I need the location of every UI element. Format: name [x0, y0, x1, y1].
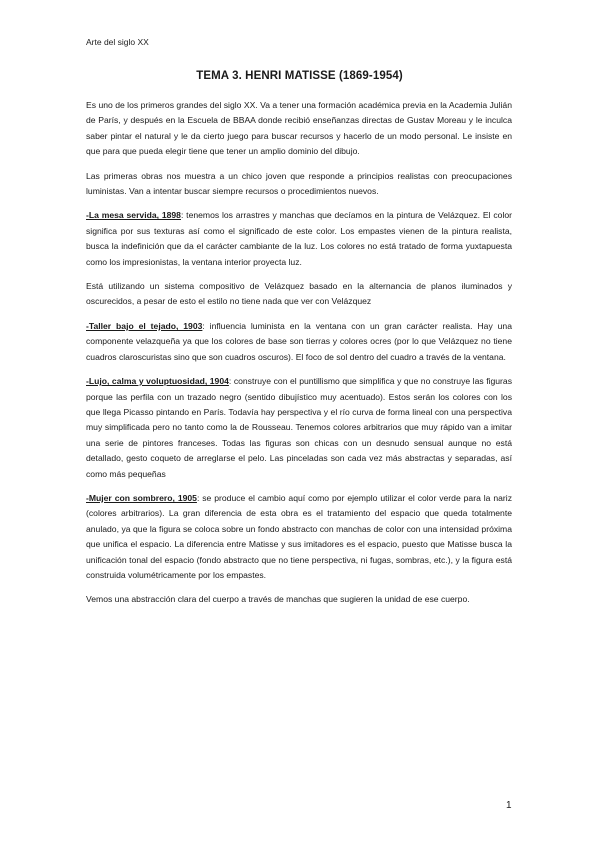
paragraph-mujer-con-sombrero: -Mujer con sombrero, 1905: se produce el cambio aquí como por ejemplo utilizar el color verde para la nariz (colores arbitrarios). La gran diferencia de esta obra es el tratamiento del espacio que queda totalmente anulado, ya que la figura se coloca sobre un fondo abstracto con manchas de color con una intensidad próxima que unifica el espacio. La diferencia entre Matisse y sus imitadores es el espacio, puesto que Matisse busca la unificación tonal del espacio (fondo abstracto que no tiene perspectiva, ni fugas, sombras, etc.), y la figura está construida volumétricamente por los empastes. — [86, 492, 512, 580]
paragraph-taller-bajo-el-tejado: -Taller bajo el tejado, 1903: influencia luminista en la ventana con un gran carácter realista. Hay una componente velazqueña ya que los colores de base son tierras y colores ocres (por lo que Velázquez no tiene cuadros claroscuristas sino que son cuadros oscuros). El foco de sol dentro del cuadro a través de la ventana. — [86, 320, 512, 362]
page-title: TEMA 3. HENRI MATISSE (1869-1954) — [196, 70, 403, 82]
body-text — [86, 98, 512, 617]
artwork-heading: -Mujer con sombrero, 1905 — [86, 492, 197, 503]
running-header: Arte del siglo XX — [86, 37, 149, 47]
page-number: 1 — [506, 800, 512, 811]
paragraph: Vemos una abstracción clara del cuerpo a través de manchas que sugieren la unidad de ese cuerpo. — [86, 594, 470, 605]
paragraph: Es uno de los primeros grandes del siglo XX. Va a tener una formación académica previa en la Academia Julián de París, y después en la Escuela de BBAA donde recibió enseñanzas directas de Gustav Moreau y le inculca saber pintar el natural y le da cierto juego para buscar recursos y hacerlo de un modo personal. Le insiste en que para que pueda elegir tiene que tener un amplio dominio del dibujo. — [86, 100, 512, 157]
paragraph-lujo-calma-voluptuosidad: -Lujo, calma y voluptuosidad, 1904: construye con el puntillismo que simplifica y que no construye las figuras porque las perfila con un trazado negro (sentido dibujístico muy acentuado). Estos serán los colores con los que llega Picasso pintando en París. Todavía hay perspectiva y el río curva de forma lineal con una perspectiva muy simplificada pero no tanto como la de Rousseau. Tenemos colores arbitrarios que muy rápido van a imitar una serie de pintores franceses. Todas las figuras son chicas con un desnudo sensual aunque no está detallado, gesto coqueto de arreglarse el pelo. Las pinceladas son cada vez más abstractas y separadas, así como más pequeñas — [86, 376, 512, 479]
paragraph: Las primeras obras nos muestra a un chico joven que responde a principios realistas con preocupaciones luministas. Van a intentar buscar siempre recursos o procedimientos nuevos. — [86, 170, 512, 197]
artwork-heading: -La mesa servida, 1898 — [86, 210, 181, 221]
paragraph-la-mesa-servida: -La mesa servida, 1898: tenemos los arrastres y manchas que decíamos en la pintura de Velázquez. El color significa por sus texturas así como el significado de este color. Los empastes vienen de la pintura realista, busca la indefinición que da el carácter cambiante de la luz. Los colores no está tratado de forma yuxtapuesta como los impresionistas, la ventana interior proyecta luz. — [86, 210, 512, 267]
artwork-heading: -Taller bajo el tejado, 1903 — [86, 320, 203, 331]
artwork-heading: -Lujo, calma y voluptuosidad, 1904 — [86, 376, 229, 387]
paragraph: Está utilizando un sistema compositivo de Velázquez basado en la alternancia de planos iluminados y oscurecidos, a pesar de esto el estilo no tiene nada que ver con Velázquez — [86, 281, 512, 307]
